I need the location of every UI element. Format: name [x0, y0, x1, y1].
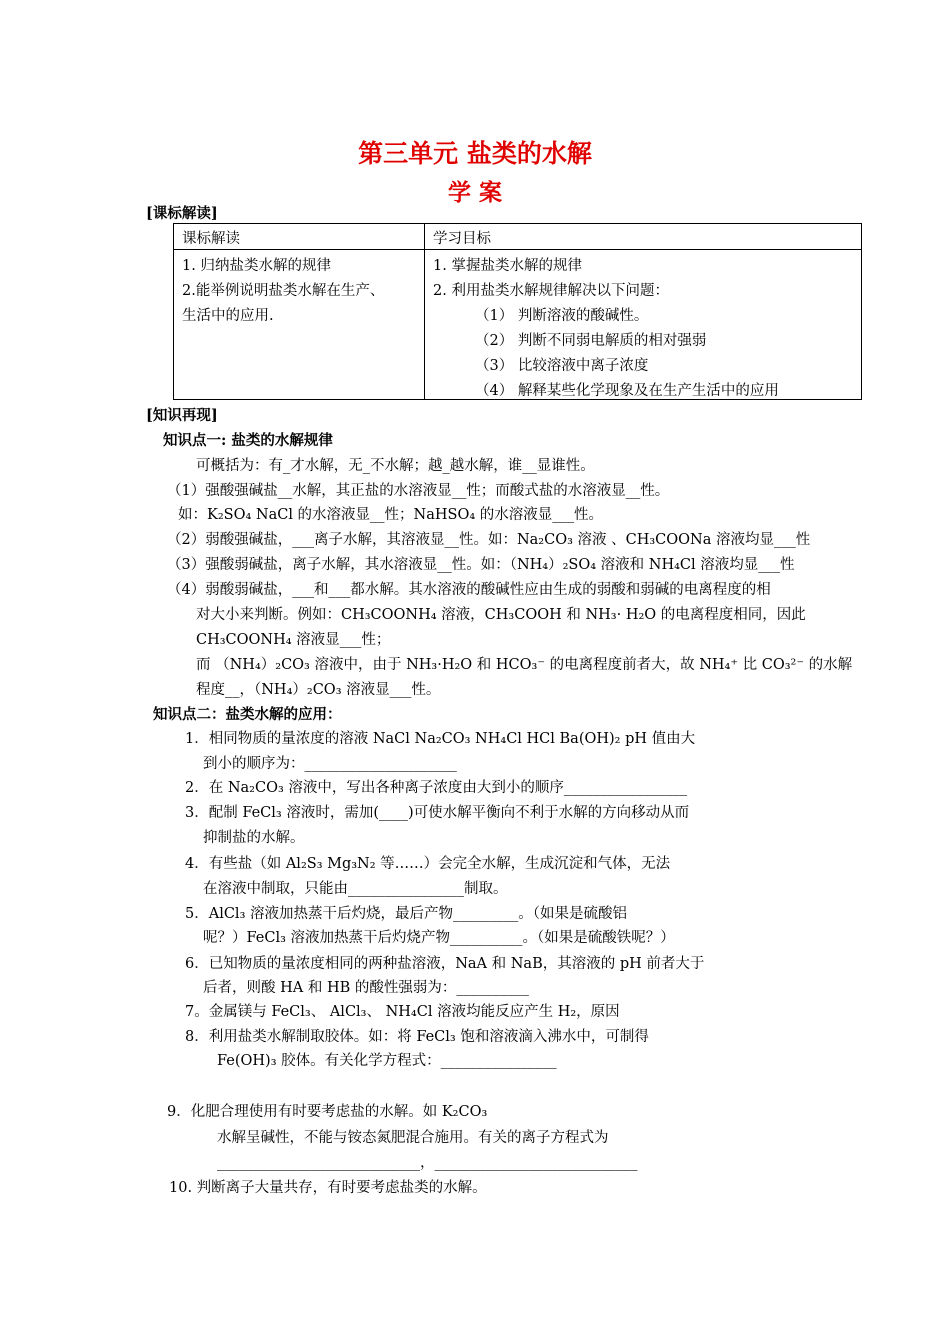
standard-line: 生活中的应用. [182, 308, 274, 324]
point1-item: 对大小来判断。例如：CH₃COONH₄ 溶液，CH₃COOH 和 NH₃· H₂O 的电离程度相同，因此 [196, 607, 806, 623]
point1-item: （1）强酸强碱盐__水解，其正盐的水溶液显__性；而酸式盐的水溶液显__性。 [167, 483, 670, 499]
point2-item: ____________________________，____________________________ [217, 1155, 638, 1171]
table-header-standards: 课标解读 [182, 231, 240, 247]
point1-item: 而 （NH₄）₂CO₃ 溶液中，由于 NH₃·H₂O 和 HCO₃⁻ 的电离程度前者大，故 NH₄⁺ 比 CO₃²⁻ 的水解 [196, 657, 853, 673]
page-subtitle: 学 案 [447, 179, 502, 206]
standard-line: 2.能举例说明盐类水解在生产、 [182, 283, 385, 299]
table-cell-goals [425, 250, 862, 400]
table-header-cell [425, 224, 862, 250]
table-header-cell [174, 224, 425, 250]
standard-line: 1. 归纳盐类水解的规律 [182, 258, 331, 274]
point2-item: 1．相同物质的量浓度的溶液 NaCl Na₂CO₃ NH₄Cl HCl Ba(OH)₂ pH 值由大 [185, 731, 696, 747]
point2-item: 后者，则酸 HA 和 HB 的酸性强弱为：__________ [203, 980, 529, 996]
point2-item: 在溶液中制取，只能由________________制取。 [203, 881, 508, 897]
point2-item: 抑制盐的水解。 [203, 830, 305, 846]
point1-heading: 知识点一: 盐类的水解规律 [163, 432, 333, 449]
page-title: 第三单元 盐类的水解 [358, 139, 592, 168]
point2-item: 4．有些盐（如 Al₂S₃ Mg₃N₂ 等……）会完全水解，生成沉淀和气体，无法 [185, 856, 671, 872]
point2-item: 3．配制 FeCl₃ 溶液时，需加(____)可使水解平衡向不利于水解的方向移动从而 [185, 805, 690, 821]
point1-item: （2）弱酸强碱盐，___离子水解，其溶液显__性。如：Na₂CO₃ 溶液 、CH₃COONa 溶液均显___性 [167, 532, 811, 548]
goal-line: （4） 解释某些化学现象及在生产生活中的应用 [475, 383, 779, 399]
goal-line: （3） 比较溶液中离子浓度 [475, 358, 649, 374]
point2-item: 6．已知物质的量浓度相同的两种盐溶液，NaA 和 NaB，其溶液的 pH 前者大于 [185, 956, 705, 972]
goal-line: （2） 判断不同弱电解质的相对强弱 [475, 333, 707, 349]
objectives-table [173, 223, 862, 400]
point2-item: Fe(OH)₃ 胶体。有关化学方程式：________________ [217, 1053, 557, 1069]
point1-item: （4）弱酸弱碱盐，___和___都水解。其水溶液的酸碱性应由生成的弱酸和弱碱的电离程度的相 [167, 582, 771, 598]
point2-item: 8．利用盐类水解制取胶体。如：将 FeCl₃ 饱和溶液滴入沸水中，可制得 [185, 1029, 649, 1045]
point2-item: 呢？）FeCl₃ 溶液加热蒸干后灼烧产物__________。（如果是硫酸铁呢？） [203, 930, 675, 946]
point1-summary: 可概括为：有_才水解，无_不水解；越_越水解，谁__显谁性。 [196, 458, 595, 474]
table-cell-standards [174, 250, 425, 400]
point1-item: 如：K₂SO₄ NaCl 的水溶液显__性；NaHSO₄ 的水溶液显___性。 [178, 507, 604, 523]
point2-item: 10. 判断离子大量共存，有时要考虑盐类的水解。 [169, 1180, 487, 1196]
table-header-goals: 学习目标 [433, 231, 491, 247]
section-heading-knowledge: [知识再现] [146, 407, 218, 424]
point1-item: （3）强酸弱碱盐，离子水解，其水溶液显__性。如：（NH₄）₂SO₄ 溶液和 NH₄Cl 溶液均显___性 [167, 557, 795, 573]
point2-item: 2．在 Na₂CO₃ 溶液中，写出各种离子浓度由大到小的顺序_________________ [185, 780, 688, 796]
goal-line: （1） 判断溶液的酸碱性。 [475, 308, 649, 324]
goal-line: 2. 利用盐类水解规律解决以下问题： [433, 283, 669, 299]
point2-item: 9．化肥合理使用有时要考虑盐的水解。如 K₂CO₃ [167, 1104, 488, 1120]
point2-item: 水解呈碱性，不能与铵态氮肥混合施用。有关的离子方程式为 [217, 1130, 609, 1146]
point1-item: CH₃COONH₄ 溶液显___性； [196, 632, 391, 648]
point2-item: 5．AlCl₃ 溶液加热蒸干后灼烧，最后产物_________。（如果是硫酸铝 [185, 906, 627, 922]
point2-item: 7。金属镁与 FeCl₃、 AlCl₃、 NH₄Cl 溶液均能反应产生 H₂，原因 [185, 1004, 620, 1020]
goal-line: 1. 掌握盐类水解的规律 [433, 258, 582, 274]
section-heading-standards: [课标解读] [146, 205, 218, 222]
point2-heading: 知识点二：盐类水解的应用： [153, 706, 342, 723]
point1-item: 程度__，（NH₄）₂CO₃ 溶液显___性。 [196, 682, 441, 698]
point2-item: 到小的顺序为：_____________________ [203, 756, 457, 772]
